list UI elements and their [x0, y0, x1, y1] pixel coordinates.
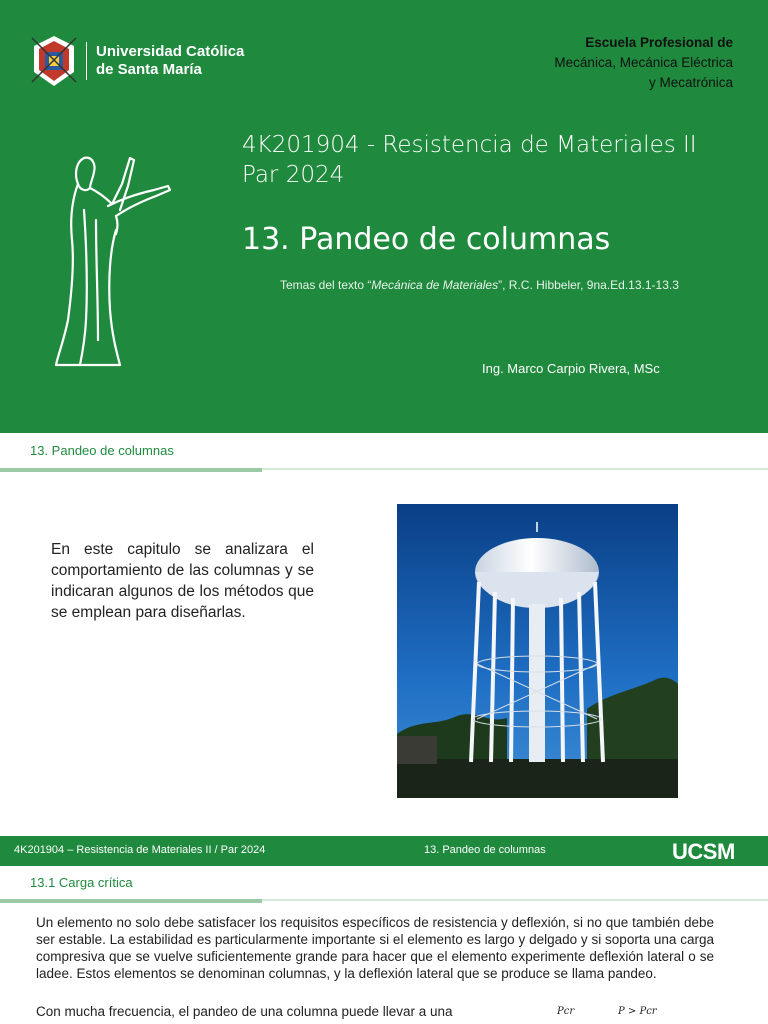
- figure-label-critical-load: Pcr: [557, 1006, 575, 1017]
- university-name-line1: Universidad Católica: [96, 43, 245, 60]
- school-line2: Mecánica, Mecánica Eléctrica: [554, 55, 733, 70]
- virgin-figure-outline-icon: [50, 150, 178, 375]
- school-name: [554, 33, 733, 93]
- title-slide: [0, 0, 768, 433]
- university-name-line2: de Santa María: [96, 61, 202, 78]
- reference-prefix: Temas del texto “: [280, 278, 372, 292]
- logo-separator: [86, 42, 87, 80]
- university-crest-logo: [28, 32, 80, 90]
- footer-course: 4K201904 – Resistencia de Materiales II / Par 2024: [14, 844, 266, 856]
- reference-book-title: Mecánica de Materiales: [371, 278, 499, 292]
- author-name: Ing. Marco Carpio Rivera, MSc: [482, 361, 660, 376]
- section-title: 13.1 Carga crítica: [30, 875, 133, 890]
- university-name: [96, 43, 244, 79]
- intro-paragraph: En este capitulo se analizara el comportamiento de las columnas y se indicaran algunos de los métodos que se emplean para diseñarlas.: [51, 541, 314, 621]
- footer-ucsm-logo: UCSM: [672, 839, 735, 864]
- course-code-name: 4K201904 - Resistencia de Materiales II: [242, 132, 697, 158]
- content-slide-intro: [0, 433, 768, 864]
- footer-chapter: 13. Pandeo de columnas: [424, 844, 546, 856]
- course-title: [242, 130, 697, 190]
- chapter-title: 13. Pandeo de columnas: [242, 222, 611, 257]
- reference-text: [280, 278, 679, 292]
- slide-footer: [0, 836, 768, 866]
- section-title: 13. Pandeo de columnas: [30, 443, 174, 458]
- buckling-paragraph: Con mucha frecuencia, el pandeo de una columna puede llevar a una: [36, 1004, 453, 1019]
- title-rule-accent: [0, 899, 262, 903]
- title-rule-accent: [0, 468, 262, 472]
- water-tower-photo: [397, 504, 678, 798]
- course-term: Par 2024: [242, 162, 345, 188]
- stability-paragraph: Un elemento no solo debe satisfacer los requisitos específicos de resistencia y deflexión, si no que también debe ser estable. La estabilidad es particularmente importante si el elemento es largo y delgado y si soporta una carga compresiva que se vuelve suficientemente grande para hacer que el elemento experimente deflexión lateral o se ladee. Estos elementos se denominan columnas, y la deflexión lateral que se produce se llama pandeo.: [36, 915, 714, 981]
- content-slide-critical-load: [0, 866, 768, 1024]
- school-line1: Escuela Profesional de: [585, 35, 733, 50]
- school-line3: y Mecatrónica: [648, 75, 733, 90]
- figure-label-exceeding-load: P > Pcr: [618, 1006, 657, 1017]
- reference-suffix: ”, R.C. Hibbeler, 9na.Ed.13.1-13.3: [498, 278, 679, 292]
